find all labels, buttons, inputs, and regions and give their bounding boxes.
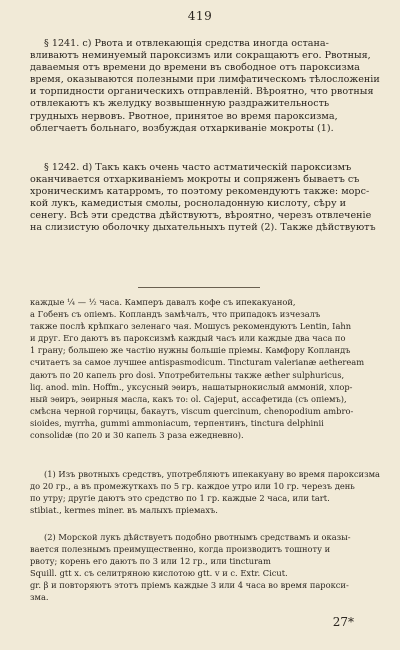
text-line: ный эѳиръ, эѳирныя масла, какъ то: ol. Cajeput, ассафетида (съ опіемъ),	[30, 393, 347, 404]
text-line: 1 грану; большею же частію нужны большіе пріемы. Камфору Копландъ	[30, 345, 351, 356]
text-line: вливаютъ неминуемый пароксизмъ или сокращаютъ его. Рвотныя,	[30, 50, 371, 62]
text-line: также послѣ крѣпкаго зеленаго чая. Мошусъ рекомендуютъ Lentin, Iahn	[30, 321, 352, 332]
signature-mark: 27*	[332, 615, 354, 629]
text-line: до 20 гр., а въ промежуткахъ по 5 гр. каждое утро или 10 гр. черезъ день	[30, 481, 355, 492]
text-line: a Гобенъ съ опіемъ. Копландъ замѣчалъ, что припадокъ изчезалъ	[30, 309, 321, 320]
text-line: облегчаетъ больнаго, возбуждая отхаркиваніе мокроты (1).	[30, 122, 334, 134]
text-line: смѣсна черной горчицы, бакаутъ, viscum quercinum, chenopodium ambro-	[30, 405, 354, 416]
section-1242	[30, 162, 382, 235]
text-line: время, оказываются полезными при лимфатическомъ тѣлосложеніи	[30, 74, 380, 86]
text-line: gr. β и повторяютъ этотъ пріемъ каждые 3 или 4 часа во время парокси-	[30, 580, 349, 591]
text-line: § 1241. c) Рвота и отвлекающія средства иногда остана-	[44, 38, 329, 49]
text-line: зма.	[30, 592, 49, 603]
footnote-2	[30, 531, 382, 604]
text-line: оканчивается отхаркиваніемъ мокроты и сопряженъ бываетъ съ	[30, 174, 360, 186]
text-line: и торпидности органическихъ отправленій. Вѣроятно, что рвотныя	[30, 86, 374, 98]
text-line: и друг. Его даютъ въ пароксизмѣ каждый часъ или каждые два часа по	[30, 333, 346, 344]
text-line: даваемыя отъ времени до времени въ свободное отъ пароксизма	[30, 62, 360, 74]
section-1241	[30, 38, 382, 135]
text-line: § 1242. d) Такъ какъ очень часто астматическій пароксизмъ	[44, 162, 352, 173]
footnote-separator	[138, 287, 260, 288]
text-line: Squill. gtt x. съ селитряною кислотою gtt. v и с. Extr. Cicut.	[30, 568, 288, 579]
text-line: кой лукъ, камедистыя смолы, росноладонную кислоту, сѣру и	[30, 198, 347, 210]
text-line: считаетъ за самое лучшее antispasmodicum. Tincturam valerianæ aetheream	[30, 357, 365, 368]
text-line: consolidæ (по 20 и 30 капель 3 раза ежедневно).	[30, 430, 244, 441]
text-line: stibiat., kermes miner. въ малыхъ пріемахъ.	[30, 505, 218, 516]
text-line: (1) Изъ рвотныхъ средствъ, употребляютъ ипекакуану во время пароксизма	[44, 469, 381, 479]
text-line: каждые ¼ — ½ часа. Камперъ давалъ кофе съ ипекакуаной,	[30, 297, 296, 307]
text-line: отвлекаютъ къ желудку возвышенную раздражительность	[30, 98, 330, 110]
text-line: даютъ по 20 капель pro dosi. Употребительны также æther sulphuricus,	[30, 369, 345, 380]
text-line: хроническимъ катарромъ, то поэтому рекомендуютъ также: морс-	[30, 186, 370, 198]
text-line: liq. anod. min. Hoffm., уксусный эѳиръ, нашатырнокислый аммоній, хлор-	[30, 381, 353, 392]
text-line: вается полезнымъ преимущественно, когда производитъ тошноту и	[30, 544, 331, 555]
text-line: грудныхъ нервовъ. Рвотное, принятое во время пароксизма,	[30, 110, 338, 122]
text-line: sioides, myrrha, gummi ammoniacum, терпентинъ, tinctura delphinii	[30, 417, 324, 428]
text-line: рвоту; корень его даютъ по 3 или 12 гр., или tincturam	[30, 556, 271, 567]
footnote-continuation	[30, 296, 382, 441]
footnote-1	[30, 468, 382, 516]
page-number: 419	[187, 9, 213, 23]
text-line: (2) Морской лукъ дѣйствуетъ подобно рвотнымъ средствамъ и оказы-	[44, 532, 351, 542]
text-line: на слизистую оболочку дыхательныхъ путей (2). Также дѣйствуютъ	[30, 222, 376, 234]
text-line: сенегу. Всѣ эти средства дѣйствуютъ, вѣроятно, черезъ отвлеченіе	[30, 210, 372, 222]
text-line: по утру; другіе даютъ это средство по 1 гр. каждые 2 часа, или tart.	[30, 493, 330, 504]
